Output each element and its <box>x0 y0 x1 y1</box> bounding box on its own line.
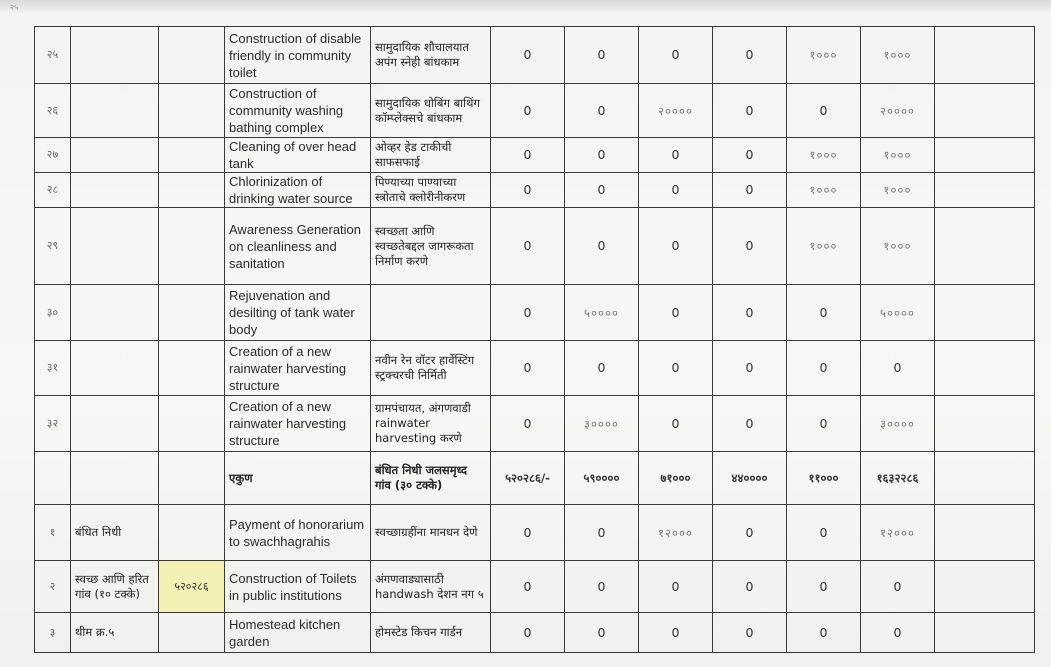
amount-cell <box>159 505 225 561</box>
fund-head-cell <box>71 27 159 84</box>
value-cell-5: 0 <box>787 505 861 561</box>
value-cell-6: ३०००० <box>861 396 935 452</box>
amount-cell <box>159 27 225 84</box>
empty-cell <box>935 173 1035 208</box>
table-row <box>35 173 1035 208</box>
value-cell-1: 0 <box>491 341 565 396</box>
activity-english: Construction of Toilets in public institutions <box>225 561 371 613</box>
value-cell-6: ५०००० <box>861 285 935 341</box>
value-cell-5: १००० <box>787 27 861 84</box>
value-cell-3: 0 <box>639 138 713 173</box>
total-description: बंधित निधी जलसमृध्द गांव (३० टक्के) <box>371 452 491 505</box>
amount-cell <box>159 396 225 452</box>
activity-english: Cleaning of over head tank <box>225 138 371 173</box>
activity-marathi: स्वच्छाग्रहींना मानधन देणे <box>371 505 491 561</box>
value-cell-4: 0 <box>713 561 787 613</box>
row-number: २५ <box>35 27 71 84</box>
value-cell-1: 0 <box>491 208 565 285</box>
value-cell-5: 0 <box>787 613 861 653</box>
row-number: १ <box>35 505 71 561</box>
fund-head-cell <box>71 341 159 396</box>
value-cell-6: 0 <box>861 561 935 613</box>
value-cell-5: १००० <box>787 208 861 285</box>
empty-cell <box>35 452 71 505</box>
activity-marathi: सामुदायिक शौचालयात अपंग स्नेही बांधकाम <box>371 27 491 84</box>
row-number: २९ <box>35 208 71 285</box>
value-cell-2: 0 <box>565 138 639 173</box>
amount-cell <box>159 613 225 653</box>
value-cell-1: 0 <box>491 84 565 138</box>
empty-cell <box>935 396 1035 452</box>
fund-head-cell: बंधित निधी <box>71 505 159 561</box>
value-cell-3: 0 <box>639 208 713 285</box>
table-row <box>35 613 1035 653</box>
total-row <box>35 452 1035 505</box>
total-label: एकुण <box>225 452 371 505</box>
row-number: ३० <box>35 285 71 341</box>
table-row <box>35 27 1035 84</box>
activity-marathi: ओव्हर हेड टाकीची साफसफाई <box>371 138 491 173</box>
row-number: २८ <box>35 173 71 208</box>
activity-marathi <box>371 285 491 341</box>
value-cell-2: 0 <box>565 505 639 561</box>
value-cell-2: 0 <box>565 173 639 208</box>
value-cell-4: 0 <box>713 613 787 653</box>
empty-cell <box>935 285 1035 341</box>
value-cell-4: 0 <box>713 208 787 285</box>
value-cell-3: 0 <box>639 613 713 653</box>
activity-marathi: स्वच्छता आणि स्वच्छतेबद्दल जागरूकता निर्माण करणे <box>371 208 491 285</box>
empty-cell <box>159 452 225 505</box>
empty-cell <box>935 341 1035 396</box>
activity-english: Chlorinization of drinking water source <box>225 173 371 208</box>
value-cell-4: 0 <box>713 173 787 208</box>
table-row <box>35 396 1035 452</box>
empty-cell <box>935 505 1035 561</box>
value-cell-6: १००० <box>861 138 935 173</box>
fund-head-cell: स्वच्छ आणि हरित गांव (१० टक्के) <box>71 561 159 613</box>
value-cell-1: 0 <box>491 613 565 653</box>
activity-marathi: सामुदायिक धोबिंग बाथिंग कॉम्प्लेक्सचे बांधकाम <box>371 84 491 138</box>
empty-cell <box>935 452 1035 505</box>
activity-marathi: ग्रामपंचायत, अंगणवाडी rainwater harvesting करणे <box>371 396 491 452</box>
value-cell-2: 0 <box>565 341 639 396</box>
empty-cell <box>71 452 159 505</box>
value-cell-6: 0 <box>861 341 935 396</box>
value-cell-5: १००० <box>787 173 861 208</box>
total-value-5: ११००० <box>787 452 861 505</box>
total-value-4: ४४०००० <box>713 452 787 505</box>
activity-english: Payment of honorarium to swachhagrahis <box>225 505 371 561</box>
value-cell-4: 0 <box>713 84 787 138</box>
value-cell-3: 0 <box>639 27 713 84</box>
value-cell-1: 0 <box>491 505 565 561</box>
table-row <box>35 341 1035 396</box>
table-row <box>35 208 1035 285</box>
value-cell-4: 0 <box>713 285 787 341</box>
value-cell-5: 0 <box>787 285 861 341</box>
activity-english: Awareness Generation on cleanliness and sanitation <box>225 208 371 285</box>
value-cell-2: 0 <box>565 84 639 138</box>
value-cell-1: 0 <box>491 138 565 173</box>
value-cell-5: 0 <box>787 341 861 396</box>
activity-english: Rejuvenation and desilting of tank water body <box>225 285 371 341</box>
value-cell-5: 0 <box>787 561 861 613</box>
activity-marathi: पिण्याच्या पाण्याच्या स्त्रोताचे क्लोरीनीकरण <box>371 173 491 208</box>
value-cell-5: 0 <box>787 84 861 138</box>
value-cell-5: १००० <box>787 138 861 173</box>
activity-english: Creation of a new rainwater harvesting structure <box>225 341 371 396</box>
activity-english: Creation of a new rainwater harvesting structure <box>225 396 371 452</box>
value-cell-2: ३०००० <box>565 396 639 452</box>
value-cell-2: 0 <box>565 208 639 285</box>
empty-cell <box>935 27 1035 84</box>
value-cell-4: 0 <box>713 27 787 84</box>
value-cell-3: १२००० <box>639 505 713 561</box>
table-row <box>35 561 1035 613</box>
value-cell-5: 0 <box>787 396 861 452</box>
empty-cell <box>935 561 1035 613</box>
row-number: ३ <box>35 613 71 653</box>
value-cell-4: 0 <box>713 505 787 561</box>
empty-cell <box>935 138 1035 173</box>
value-cell-3: 0 <box>639 341 713 396</box>
row-number: २७ <box>35 138 71 173</box>
amount-cell <box>159 84 225 138</box>
value-cell-2: 0 <box>565 27 639 84</box>
row-number: २ <box>35 561 71 613</box>
value-cell-3: 0 <box>639 173 713 208</box>
total-value-1: ५२०२८६/- <box>491 452 565 505</box>
value-cell-6: १००० <box>861 208 935 285</box>
amount-cell <box>159 341 225 396</box>
fund-head-cell <box>71 138 159 173</box>
value-cell-6: १२००० <box>861 505 935 561</box>
amount-cell: ५२०२८६ <box>159 561 225 613</box>
value-cell-2: 0 <box>565 613 639 653</box>
row-number: ३१ <box>35 341 71 396</box>
value-cell-1: 0 <box>491 285 565 341</box>
value-cell-1: 0 <box>491 173 565 208</box>
activity-english: Construction of community washing bathing complex <box>225 84 371 138</box>
corner-mark: २५ <box>10 3 19 12</box>
amount-cell <box>159 173 225 208</box>
fund-head-cell <box>71 173 159 208</box>
table-row <box>35 138 1035 173</box>
activity-marathi: नवीन रेन वॉटर हार्वेस्टिंग स्ट्रक्चरची निर्मिती <box>371 341 491 396</box>
value-cell-6: १००० <box>861 27 935 84</box>
value-cell-4: 0 <box>713 396 787 452</box>
activity-marathi: होमस्टेड किचन गार्डन <box>371 613 491 653</box>
value-cell-4: 0 <box>713 341 787 396</box>
value-cell-1: 0 <box>491 27 565 84</box>
value-cell-3: २०००० <box>639 84 713 138</box>
fund-head-cell <box>71 396 159 452</box>
total-value-3: ७१००० <box>639 452 713 505</box>
empty-cell <box>935 84 1035 138</box>
fund-head-cell <box>71 285 159 341</box>
amount-cell <box>159 208 225 285</box>
value-cell-4: 0 <box>713 138 787 173</box>
value-cell-3: 0 <box>639 285 713 341</box>
row-number: ३२ <box>35 396 71 452</box>
value-cell-2: 0 <box>565 561 639 613</box>
budget-table <box>34 26 1035 653</box>
empty-cell <box>935 613 1035 653</box>
activity-english: Homestead kitchen garden <box>225 613 371 653</box>
total-value-2: ५९०००० <box>565 452 639 505</box>
fund-head-cell <box>71 208 159 285</box>
amount-cell <box>159 285 225 341</box>
value-cell-3: 0 <box>639 396 713 452</box>
value-cell-1: 0 <box>491 561 565 613</box>
value-cell-3: 0 <box>639 561 713 613</box>
empty-cell <box>935 208 1035 285</box>
value-cell-1: 0 <box>491 396 565 452</box>
value-cell-6: १००० <box>861 173 935 208</box>
amount-cell <box>159 138 225 173</box>
total-value-6: १६३२२८६ <box>861 452 935 505</box>
row-number: २६ <box>35 84 71 138</box>
value-cell-6: 0 <box>861 613 935 653</box>
table-row <box>35 285 1035 341</box>
fund-head-cell: थीम क्र.५ <box>71 613 159 653</box>
fund-head-cell <box>71 84 159 138</box>
value-cell-6: २०००० <box>861 84 935 138</box>
activity-marathi: अंगणवाड्यासाठी handwash देशन नग ५ <box>371 561 491 613</box>
table-row <box>35 505 1035 561</box>
table-row <box>35 84 1035 138</box>
activity-english: Construction of disable friendly in community toilet <box>225 27 371 84</box>
value-cell-2: ५०००० <box>565 285 639 341</box>
